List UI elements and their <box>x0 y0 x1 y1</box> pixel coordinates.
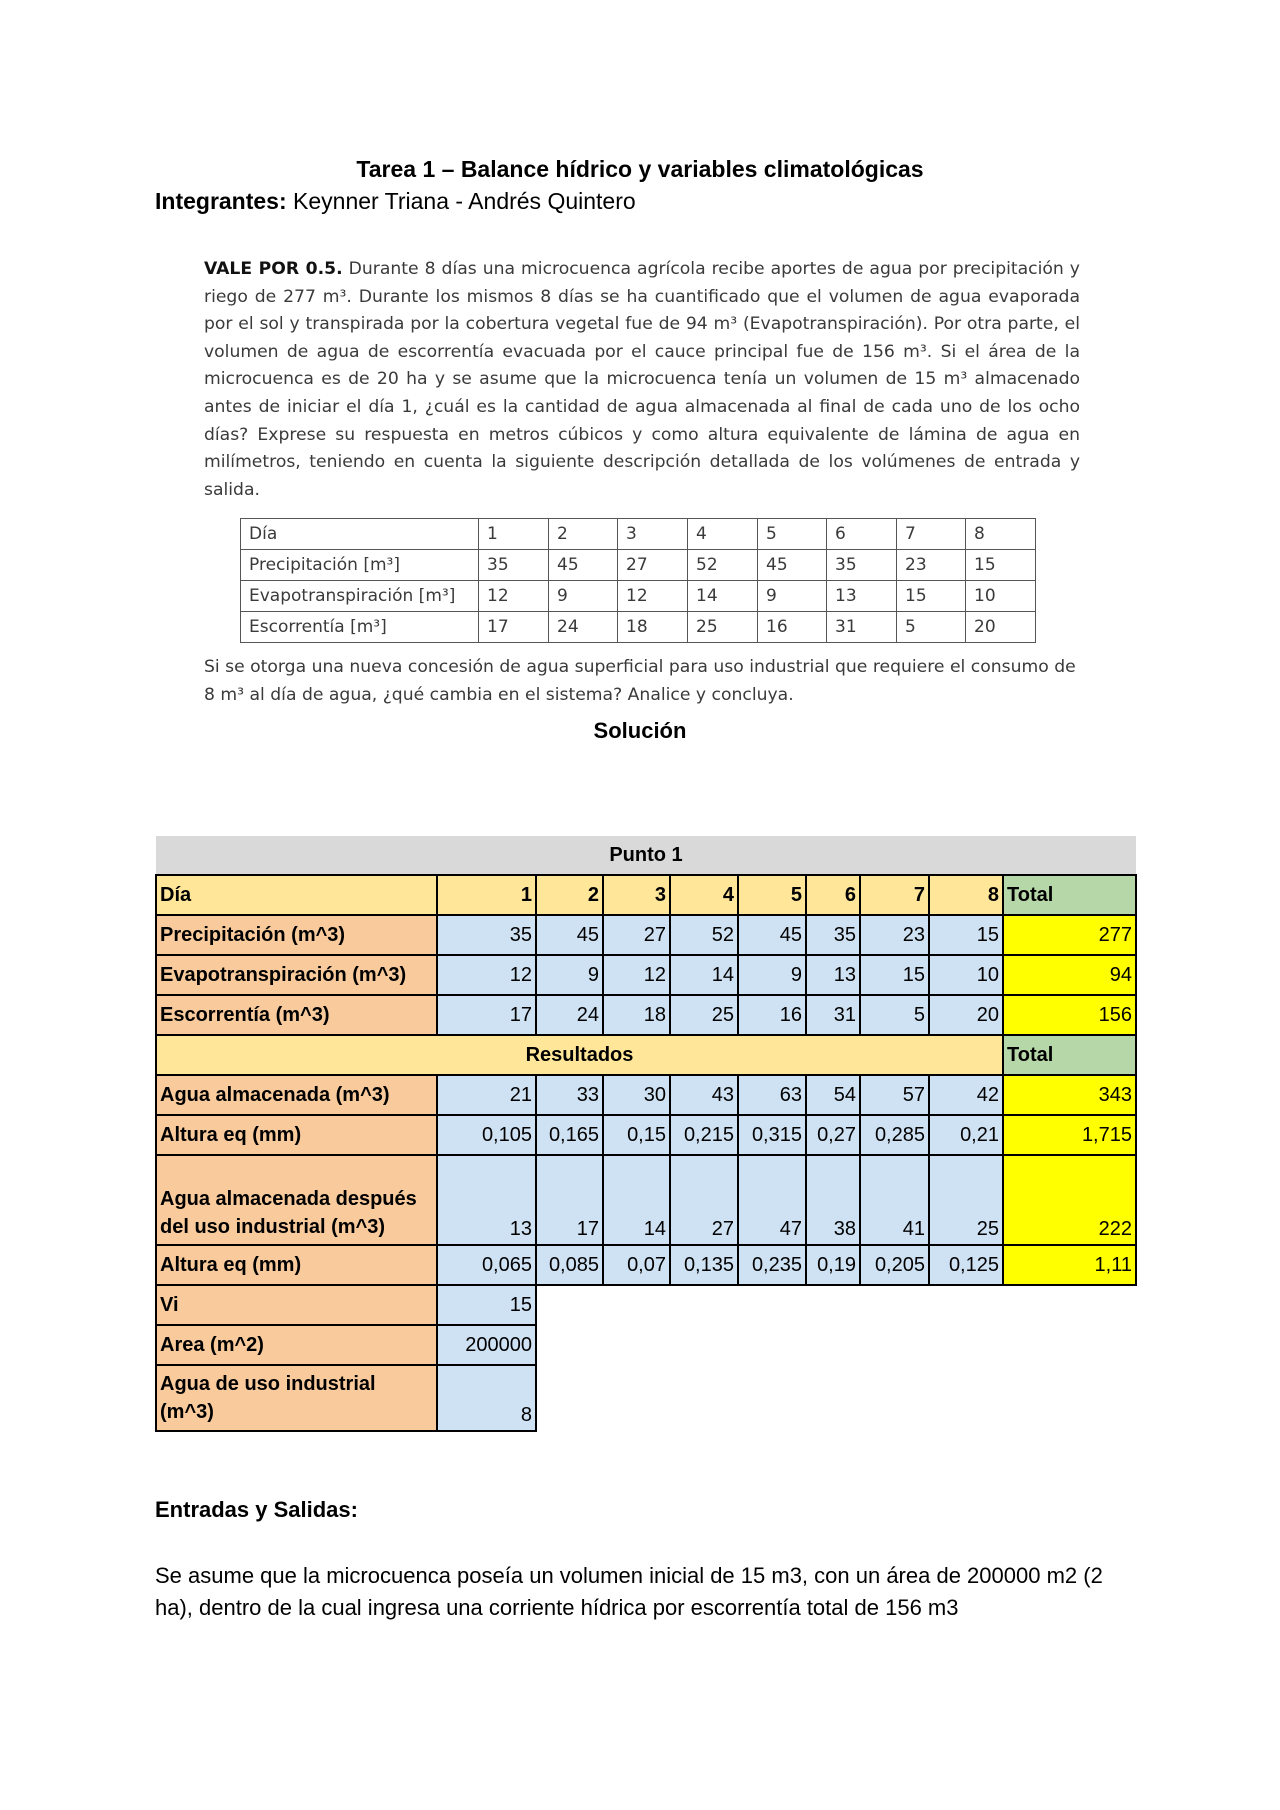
param-value: 200000 <box>437 1325 536 1365</box>
given-cell: 35 <box>827 550 897 581</box>
given-cell: 10 <box>966 581 1036 612</box>
value-cell: 0,085 <box>536 1245 603 1285</box>
given-cell: 5 <box>758 519 827 550</box>
value-cell: 17 <box>437 995 536 1035</box>
value-cell: 41 <box>860 1155 929 1245</box>
given-row <box>241 581 1036 612</box>
given-cell: 17 <box>479 612 549 643</box>
row-label: Precipitación (m^3) <box>156 915 437 955</box>
given-cell: 6 <box>827 519 897 550</box>
given-cell: 1 <box>479 519 549 550</box>
problem-statement <box>204 256 1080 504</box>
row-label: Altura eq (mm) <box>156 1245 437 1285</box>
value-cell: 33 <box>536 1075 603 1115</box>
value-cell: 9 <box>536 955 603 995</box>
given-cell: 23 <box>897 550 966 581</box>
value-cell: 45 <box>738 915 806 955</box>
value-cell: 0,285 <box>860 1115 929 1155</box>
value-cell: 12 <box>603 955 670 995</box>
solution-heading: Solución <box>593 718 687 743</box>
given-cell: 9 <box>549 581 618 612</box>
value-cell: 12 <box>437 955 536 995</box>
sheet-result-row <box>156 1155 1136 1245</box>
value-cell: 15 <box>929 915 1003 955</box>
value-cell: 16 <box>738 995 806 1035</box>
total-cell: 94 <box>1003 955 1136 995</box>
day-number: 8 <box>929 875 1003 915</box>
sheet-param-row <box>156 1365 1136 1431</box>
value-cell: 0,27 <box>806 1115 860 1155</box>
value-cell: 9 <box>738 955 806 995</box>
sheet-input-row <box>156 915 1136 955</box>
value-cell: 45 <box>536 915 603 955</box>
row-label: Evapotranspiración (m^3) <box>156 955 437 995</box>
resultados-header: Resultados <box>156 1035 1003 1075</box>
document-title: Tarea 1 – Balance hídrico y variables climatológicas <box>356 156 924 182</box>
param-value: 15 <box>437 1285 536 1325</box>
sheet-title: Punto 1 <box>156 836 1136 875</box>
value-cell: 52 <box>670 915 738 955</box>
value-cell: 47 <box>738 1155 806 1245</box>
given-cell: 25 <box>688 612 758 643</box>
value-cell: 5 <box>860 995 929 1035</box>
given-cell: 3 <box>618 519 688 550</box>
sheet-result-row <box>156 1115 1136 1155</box>
value-cell: 43 <box>670 1075 738 1115</box>
value-cell: 35 <box>437 915 536 955</box>
given-cell: 9 <box>758 581 827 612</box>
value-cell: 0,165 <box>536 1115 603 1155</box>
value-cell: 23 <box>860 915 929 955</box>
day-number: 2 <box>536 875 603 915</box>
spreadsheet-table <box>155 836 1137 1432</box>
given-cell: 20 <box>966 612 1036 643</box>
value-cell: 0,21 <box>929 1115 1003 1155</box>
value-cell: 63 <box>738 1075 806 1115</box>
given-cell: 8 <box>966 519 1036 550</box>
total-header-results: Total <box>1003 1035 1136 1075</box>
value-cell: 0,105 <box>437 1115 536 1155</box>
given-cell: 31 <box>827 612 897 643</box>
value-cell: 0,15 <box>603 1115 670 1155</box>
param-label: Vi <box>156 1285 437 1325</box>
statement-body: Durante 8 días una microcuenca agrícola recibe aportes de agua por precipitación y riego de 277 m³. Durante los mismos 8 días se ha cuantificado que el volumen de agua evaporada por el sol y transpirada por la cobertura vegetal fue de 94 m³ (Evapotranspiración). Por otra parte, el volumen de agua de escorrentía evacuada por el cauce principal fue de 156 m³. Si el área de la microcuenca es de 20 ha y se asume que la microcuenca tenía un volumen de 15 m³ almacenado antes de iniciar el día 1, ¿cuál es la cantidad de agua almacenada al final de cada uno de los ocho días? Exprese su respuesta en metros cúbicos y como altura equivalente de lámina de agua en milímetros, teniendo en cuenta la siguiente descripción detallada de los volúmenes de entrada y salida. <box>204 259 1080 500</box>
row-label: Agua almacenada después del uso industrial (m^3) <box>156 1155 437 1245</box>
given-cell: 7 <box>897 519 966 550</box>
given-data-table <box>240 518 1036 643</box>
given-row-label: Escorrentía [m³] <box>241 612 479 643</box>
given-cell: 45 <box>758 550 827 581</box>
value-cell: 0,205 <box>860 1245 929 1285</box>
value-cell: 27 <box>670 1155 738 1245</box>
given-cell: 15 <box>897 581 966 612</box>
members-line <box>155 188 636 215</box>
given-cell: 18 <box>618 612 688 643</box>
value-cell: 0,125 <box>929 1245 1003 1285</box>
sheet-result-row <box>156 1075 1136 1115</box>
sheet-result-row <box>156 1245 1136 1285</box>
given-row-label: Día <box>241 519 479 550</box>
sheet-input-row <box>156 995 1136 1035</box>
value-cell: 54 <box>806 1075 860 1115</box>
given-cell: 2 <box>549 519 618 550</box>
value-cell: 25 <box>670 995 738 1035</box>
total-header: Total <box>1003 875 1136 915</box>
given-cell: 12 <box>618 581 688 612</box>
total-cell: 1,11 <box>1003 1245 1136 1285</box>
day-number: 3 <box>603 875 670 915</box>
value-cell: 17 <box>536 1155 603 1245</box>
value-cell: 24 <box>536 995 603 1035</box>
value-cell: 0,065 <box>437 1245 536 1285</box>
empty-area <box>536 1325 1136 1365</box>
value-cell: 14 <box>603 1155 670 1245</box>
value-cell: 21 <box>437 1075 536 1115</box>
sheet-param-row <box>156 1325 1136 1365</box>
given-cell: 16 <box>758 612 827 643</box>
value-cell: 0,315 <box>738 1115 806 1155</box>
value-cell: 15 <box>860 955 929 995</box>
total-cell: 156 <box>1003 995 1136 1035</box>
given-row-label: Precipitación [m³] <box>241 550 479 581</box>
value-cell: 10 <box>929 955 1003 995</box>
param-label: Area (m^2) <box>156 1325 437 1365</box>
given-cell: 12 <box>479 581 549 612</box>
value-cell: 57 <box>860 1075 929 1115</box>
value-cell: 30 <box>603 1075 670 1115</box>
value-cell: 20 <box>929 995 1003 1035</box>
given-cell: 13 <box>827 581 897 612</box>
members-names: Keynner Triana - Andrés Quintero <box>286 188 636 214</box>
value-cell: 0,215 <box>670 1115 738 1155</box>
value-cell: 35 <box>806 915 860 955</box>
given-cell: 52 <box>688 550 758 581</box>
value-cell: 27 <box>603 915 670 955</box>
day-number: 7 <box>860 875 929 915</box>
statement-lead: VALE POR 0.5. <box>204 259 343 279</box>
given-row <box>241 612 1036 643</box>
value-cell: 38 <box>806 1155 860 1245</box>
total-cell: 1,715 <box>1003 1115 1136 1155</box>
value-cell: 42 <box>929 1075 1003 1115</box>
given-cell: 45 <box>549 550 618 581</box>
entradas-paragraph: Se asume que la microcuenca poseía un volumen inicial de 15 m3, con un área de 200000 m2 (2 ha), dentro de la cual ingresa una corriente hídrica por escorrentía total de 156 m3 <box>155 1563 1103 1620</box>
total-cell: 277 <box>1003 915 1136 955</box>
day-number: 4 <box>670 875 738 915</box>
row-label: Escorrentía (m^3) <box>156 995 437 1035</box>
row-label: Altura eq (mm) <box>156 1115 437 1155</box>
given-cell: 24 <box>549 612 618 643</box>
value-cell: 31 <box>806 995 860 1035</box>
problem-question: Si se otorga una nueva concesión de agua superficial para uso industrial que requiere el consumo de 8 m³ al día de agua, ¿qué cambia en el sistema? Analice y concluya. <box>204 657 1076 705</box>
day-number: 6 <box>806 875 860 915</box>
day-number: 1 <box>437 875 536 915</box>
row-label: Agua almacenada (m^3) <box>156 1075 437 1115</box>
given-cell: 27 <box>618 550 688 581</box>
total-cell: 222 <box>1003 1155 1136 1245</box>
given-cell: 5 <box>897 612 966 643</box>
day-header-label: Día <box>156 875 437 915</box>
value-cell: 13 <box>437 1155 536 1245</box>
empty-area <box>536 1365 1136 1431</box>
given-row-label: Evapotranspiración [m³] <box>241 581 479 612</box>
given-cell: 14 <box>688 581 758 612</box>
param-value: 8 <box>437 1365 536 1431</box>
sheet-input-row <box>156 955 1136 995</box>
value-cell: 14 <box>670 955 738 995</box>
value-cell: 0,07 <box>603 1245 670 1285</box>
members-label: Integrantes: <box>155 188 287 214</box>
given-cell: 35 <box>479 550 549 581</box>
empty-area <box>536 1285 1136 1325</box>
param-label: Agua de uso industrial (m^3) <box>156 1365 437 1431</box>
given-cell: 15 <box>966 550 1036 581</box>
value-cell: 13 <box>806 955 860 995</box>
sheet-results-header-row <box>156 1035 1136 1075</box>
day-number: 5 <box>738 875 806 915</box>
value-cell: 25 <box>929 1155 1003 1245</box>
sheet-param-row <box>156 1285 1136 1325</box>
given-row <box>241 550 1036 581</box>
value-cell: 0,235 <box>738 1245 806 1285</box>
given-row <box>241 519 1036 550</box>
given-cell: 4 <box>688 519 758 550</box>
sheet-title-row <box>156 836 1136 875</box>
sheet-day-row <box>156 875 1136 915</box>
value-cell: 0,135 <box>670 1245 738 1285</box>
value-cell: 18 <box>603 995 670 1035</box>
value-cell: 0,19 <box>806 1245 860 1285</box>
total-cell: 343 <box>1003 1075 1136 1115</box>
entradas-heading: Entradas y Salidas: <box>155 1497 358 1522</box>
